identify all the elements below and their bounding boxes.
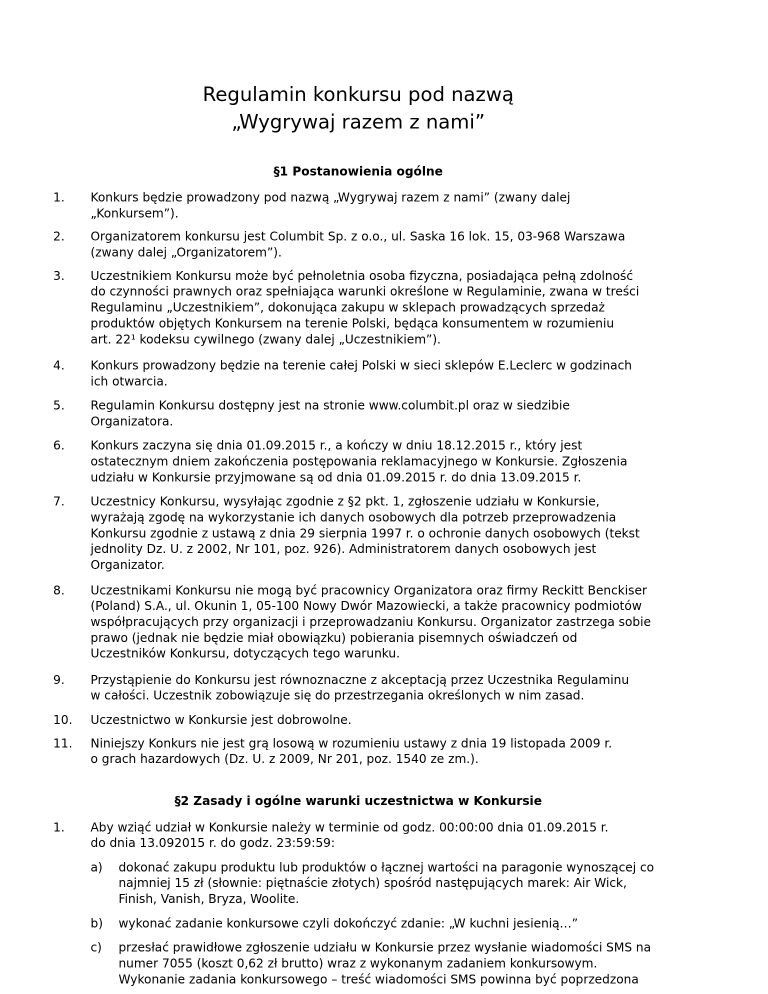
list-item-number: 10. [53, 713, 73, 728]
list-item-text: Uczestnicy Konkursu, wysyłając zgodnie z §2 pkt. 1, zgłoszenie udziału w Konkursie, wyrażają zgodę na wykorzystanie ich danych osobowych dla potrzeb przeprowadzenia Konkursu zgodnie z ustawą z dnia 29 sierpnia 1997 r. o ochronie danych osobowych (tekst jednolity Dz. U. z 2002, Nr 101, poz. 926). Administratorem danych osobowych jest Organizator. [90, 495, 640, 573]
list-item [53, 438, 687, 486]
sub-list-item-text: przesłać prawidłowe zgłoszenie udziału w Konkursie przez wysłanie wiadomości SMS na numer 7055 (koszt 0,62 zł brutto) wraz z wykonanym zadaniem konkursowym. Wykonanie zadania konkursowego – treść wiadomości SMS powinna być poprzedzona [118, 941, 652, 988]
list-item-number: 1. [53, 821, 65, 835]
list-item [53, 190, 687, 222]
sub-list-item-text: wykonać zadanie konkursowe czyli dokończyć zdanie: „W kuchni jesienią…” [118, 917, 578, 932]
list-item-number: 8. [53, 584, 65, 599]
list-item-text: Przystąpienie do Konkursu jest równoznaczne z akceptacją przez Uczestnika Regulaminu w całości. Uczestnik zobowiązuje się do przestrzegania określonych w nim zasad. [90, 673, 630, 704]
list-item-text: Organizatorem konkursu jest Columbit Sp. z o.o., ul. Saska 16 lok. 15, 03-968 Warszawa (zwany dalej „Organizatorem”). [90, 230, 626, 261]
list-item [53, 358, 687, 390]
list-item [53, 494, 687, 573]
list-item-number: 11. [53, 737, 73, 752]
sub-list-item [90, 916, 687, 932]
sub-list-item-letter: b) [90, 917, 103, 932]
list-item-text: Konkurs zaczyna się dnia 01.09.2015 r., a kończy w dniu 18.12.2015 r., który jest ostatecznym dniem zakończenia postępowania reklamacyjnego w Konkursie. Zgłoszenia udziału w Konkursie przyjmowane są od dnia 01.09.2015 r. do dnia 13.09.2015 r. [90, 439, 628, 486]
list-item [53, 398, 687, 430]
list-item-text: Konkurs prowadzony będzie na terenie całej Polski w sieci sklepów E.Leclerc w godzinach ich otwarcia. [90, 359, 632, 390]
section-1-heading: §1 Postanowienia ogólne [273, 165, 443, 180]
list-item-text: Regulamin Konkursu dostępny jest na stronie www.columbit.pl oraz w siedzibie Organizatora. [90, 399, 570, 430]
list-item-number: 2. [53, 230, 65, 245]
list-item [53, 713, 687, 729]
list-item-text: Uczestnictwo w Konkursie jest dobrowolne. [90, 713, 352, 728]
list-item-number: 5. [53, 399, 65, 414]
document-title-line-2: „Wygrywaj razem z nami” [231, 111, 485, 134]
list-item-number: 1. [53, 191, 65, 206]
sub-list-item-letter: a) [90, 861, 103, 876]
list-item [53, 269, 687, 348]
list-item-text: Uczestnikami Konkursu nie mogą być pracownicy Organizatora oraz firmy Reckitt Benckiser (Poland) S.A., ul. Okunin 1, 05-100 Nowy Dwór Mazowiecki, a także pracownicy podmiotów współpracujących przy organizacji i przeprowadzaniu Konkursu. Organizator zastrzega sobie prawo (jednak nie będzie miał obowiązku) pobierania pisemnych oświadczeń od Uczestników Konkursu, dotyczących tego warunku. [90, 584, 651, 662]
list-item-number: 4. [53, 359, 65, 374]
list-item-number: 6. [53, 439, 65, 454]
sub-list-item-text: dokonać zakupu produktu lub produktów o łącznej wartości na paragonie wynoszącej co najmniej 15 zł (słownie: piętnaście złotych) spośród następujących marek: Air Wick, Finish, Vanish, Bryza, Woolite. [118, 861, 655, 907]
list-item-text: Uczestnikiem Konkursu może być pełnoletnia osoba fizyczna, posiadająca pełną zdolność do czynności prawnych oraz spełniająca warunki określone w Regulaminie, zwana w treści Regulaminu „Uczestnikiem”, dokonująca zakupu w sklepach prowadzących sprzedaż produktów objętych Konkursem na terenie Polski, będąca konsumentem w rozumieniu art. 22¹ kodeksu cywilnego (zwany dalej „Uczestnikiem”). [90, 269, 640, 348]
sub-list-item [90, 940, 687, 988]
list-item-number: 9. [53, 673, 65, 688]
section-2-heading: §2 Zasady i ogólne warunki uczestnictwa w Konkursie [174, 794, 542, 809]
sub-list-item [90, 860, 687, 908]
list-item [53, 673, 687, 705]
list-item [53, 820, 687, 852]
list-item-text: Konkurs będzie prowadzony pod nazwą „Wygrywaj razem z nami” (zwany dalej „Konkursem”). [90, 191, 571, 222]
list-item [53, 230, 687, 262]
list-item-number: 3. [53, 269, 65, 284]
document-title-line-1: Regulamin konkursu pod nazwą [202, 83, 514, 106]
sub-list-item-letter: c) [90, 941, 102, 956]
list-item-text: Niniejszy Konkurs nie jest grą losową w rozumieniu ustawy z dnia 19 listopada 2009 r. o grach hazardowych (Dz. U. z 2009, Nr 201, poz. 1540 ze zm.). [90, 737, 613, 767]
list-item [53, 736, 687, 768]
list-item-text: Aby wziąć udział w Konkursie należy w terminie od godz. 00:00:00 dnia 01.09.2015 r. do dnia 13.092015 r. do godz. 23:59:59: [90, 821, 609, 851]
list-item-number: 7. [53, 495, 65, 510]
list-item [53, 583, 687, 662]
